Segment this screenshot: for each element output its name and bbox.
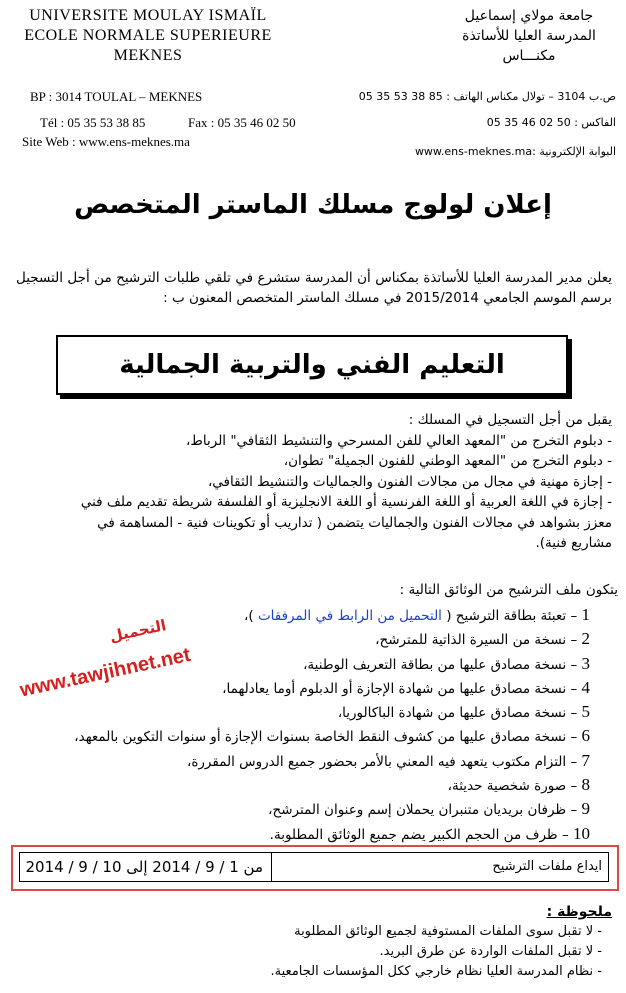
program-title-box: التعليم الفني والتربية الجمالية [56, 335, 568, 395]
notes-heading: ملحوظة : [546, 904, 612, 920]
intro-paragraph: يعلن مدير المدرسة العليا للأساتذة بمكناس أن المدرسة ستشرع في تلقي طلبات الترشيح من أجل التسجيل برسم الموسم الجامعي 2015/2014 في مسلك الماستر المتخصص المعنون ب : [16, 270, 612, 306]
document-item: 3 – نسخة مصادق عليها من بطاقة التعريف الوطنية، [303, 653, 590, 673]
download-link[interactable]: التحميل من الرابط في المرفقات [257, 608, 442, 624]
contact-bp-fr: BP : 3014 TOULAL – MEKNES [30, 89, 203, 104]
eligibility-item: - إجازة في اللغة العربية أو اللغة الفرنسية أو اللغة الانجليزية أو الفلسفة شريطة تقديم ملف فني [80, 494, 612, 510]
deposit-table [19, 852, 609, 882]
eligibility-item: - دبلوم التخرج من "المعهد العالي للفن المسرحي والتنشيط الثقافي" الرباط، [186, 432, 612, 449]
eligibility-item: - دبلوم التخرج من "المعهد الوطني للفنون الجميلة" تطوان، [283, 453, 612, 469]
eligibility-section [8, 410, 612, 554]
document-item: 5 – نسخة مصادق عليها من شهادة الباكالوريا، [337, 702, 590, 722]
deposit-dates: من 1 / 9 / 2014 إلى 10 / 9 / 2014 [25, 858, 263, 876]
eligibility-item: مشاريع فنية). [535, 535, 612, 551]
document-item: 1 – تعبئة بطاقة الترشيح ( التحميل من الرابط في المرفقات )، [244, 605, 590, 624]
contact-web-fr: Site Web : www.ens-meknes.ma [22, 134, 190, 149]
document-item: 9 – ظرفان بريديان متنبران يحملان إسم وعنوان المترشح، [268, 799, 590, 819]
city-name-ar: مكنـــاس [502, 48, 556, 64]
deposit-label: ايداع ملفات الترشيح [271, 853, 608, 881]
eligibility-item: - إجازة مهنية في مجال من مجالات الفنون والجماليات والتنشيط الثقافي، [207, 473, 612, 490]
eligibility-heading: يقبل من أجل التسجيل في المسلك : [408, 412, 612, 428]
header-arabic [440, 6, 618, 66]
city-name-fr: MEKNES [113, 47, 183, 64]
note-item: - لا تقبل الملفات الواردة عن طرق البريد. [379, 944, 602, 959]
university-name-fr: UNIVERSITE MOULAY ISMAÏL [29, 7, 267, 24]
contact-fax-fr: Fax : 05 35 46 02 50 [188, 115, 296, 130]
document-item: 6 – نسخة مصادق عليها من كشوف النقط الخاصة بسنوات الإجازة أو سنوات التكوين بالمعهد، [74, 726, 590, 746]
eligibility-item: معزز بشواهد في مجالات الفنون والجماليات يتضمن ( تداريب أو تكوينات فنية - المساهمة في [97, 514, 612, 531]
document-item: 7 – التزام مكتوب يتعهد فيه المعني بالأمر بحضور جميع الدروس المقررة، [186, 750, 590, 770]
note-item: - نظام المدرسة العليا نظام خارجي ككل المؤسسات الجامعية. [270, 964, 602, 979]
school-name-fr: ECOLE NORMALE SUPERIEURE [24, 27, 272, 44]
contact-tel-fr: Tél : 05 35 53 38 85 [40, 115, 146, 130]
contact-fax-ar: الفاكس : 50 02 46 35 05 [486, 116, 616, 129]
document-item: 10 – ظرف من الحجم الكبير يضم جميع الوثائق المطلوبة. [269, 823, 590, 843]
announcement-title: إعلان لولوج مسلك الماستر المتخصص [74, 190, 552, 220]
document-item: 4 – نسخة مصادق عليها من شهادة الإجازة أو الدبلوم أوما يعادلهما، [222, 677, 590, 697]
notes-list [92, 922, 612, 982]
documents-heading: يتكون ملف الترشيح من الوثائق التالية : [399, 582, 618, 598]
document-item: 2 – نسخة من السيرة الذاتية للمترشح، [375, 629, 590, 649]
contact-bp-ar: ص.ب 3104 – تولال مكناس الهاتف : 85 38 53 35 05 [358, 90, 616, 103]
school-name-ar: المدرسة العليا للأساتذة [462, 28, 596, 44]
contact-web-ar: البوابة الإلكترونية :www.ens-meknes.ma [414, 145, 616, 158]
header-french [8, 6, 288, 66]
watermark-site[interactable]: www.tawjihnet.net [18, 643, 193, 702]
watermark-label: التحميل [108, 616, 168, 646]
document-item: 8 – صورة شخصية حديثة، [447, 775, 590, 795]
university-name-ar: جامعة مولاي إسماعيل [464, 8, 594, 24]
note-item: - لا تقبل سوى الملفات المستوفية لجميع الوثائق المطلوبة [294, 924, 602, 939]
